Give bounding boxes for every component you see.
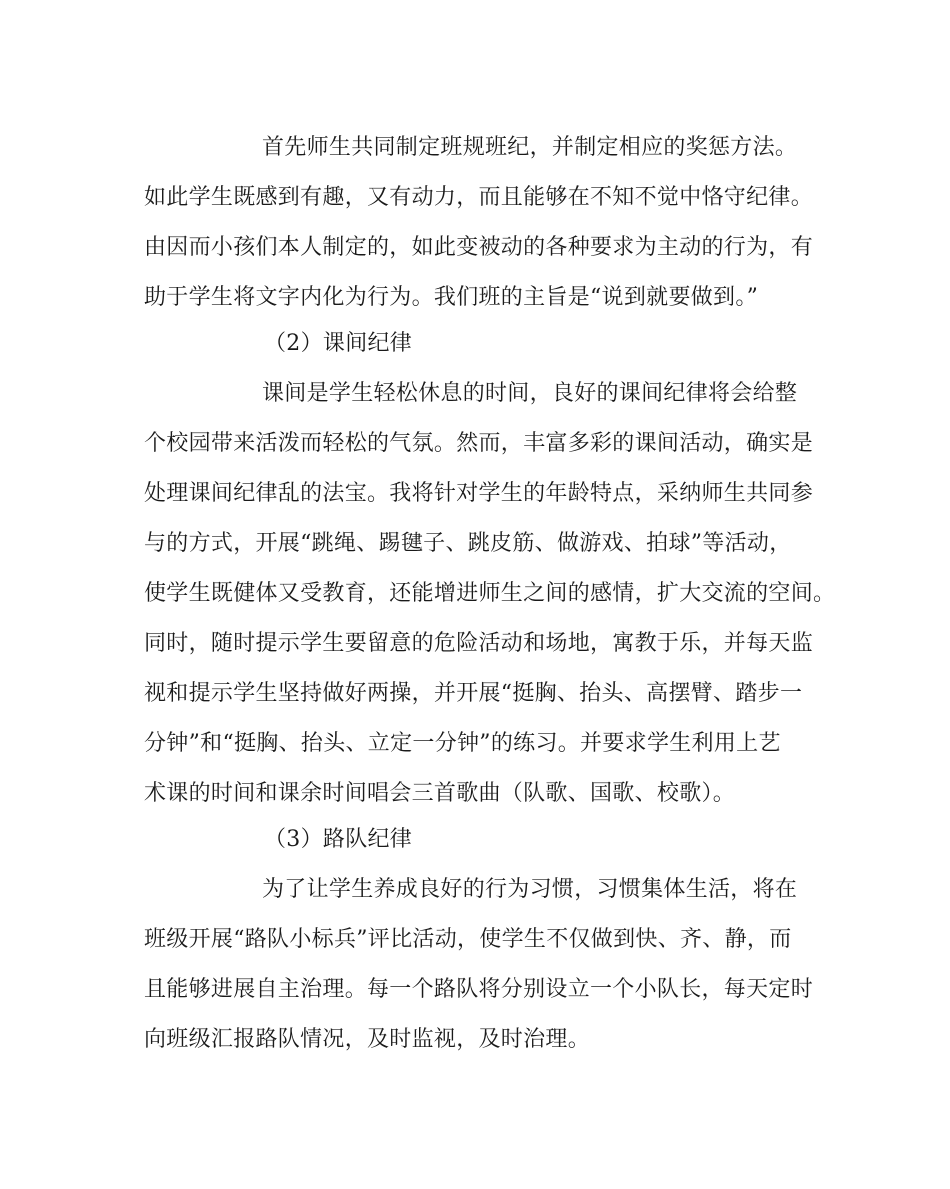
paragraph-line: 同时，随时提示学生要留意的危险活动和场地，寓教于乐，并每天监 [144,631,814,656]
paragraph-line: 与的方式，开展“跳绳、踢毽子、跳皮筋、做游戏、拍球”等活动， [144,531,792,556]
paragraph-line: 个校园带来活泼而轻松的气氛。然而，丰富多彩的课间活动，确实是 [144,431,814,456]
paragraph-line: 班级开展“路队小标兵”评比活动，使学生不仅做到快、齐、静，而 [144,927,792,952]
section-heading-2: （2）课间纪律 [264,331,413,356]
section-heading-3: （3）路队纪律 [264,827,413,852]
paragraph-line: 使学生既健体又受教育，还能增进师生之间的感情，扩大交流的空间。 [144,581,836,606]
paragraph-line: 术课的时间和课余时间唱会三首歌曲（队歌、国歌、校歌）。 [144,781,736,806]
paragraph-line: 且能够进展自主治理。每一个路队将分别设立一个小队长，每天定时 [144,977,814,1002]
paragraph-line: 分钟”和“挺胸、抬头、立定一分钟”的练习。并要求学生利用上艺 [144,731,781,756]
paragraph-line: 如此学生既感到有趣，又有动力，而且能够在不知不觉中恪守纪律。 [144,185,814,210]
paragraph-line: 由因而小孩们本人制定的，如此变被动的各种要求为主动的行为，有 [144,235,814,260]
paragraph-line: 处理课间纪律乱的法宝。我将针对学生的年龄特点，采纳师生共同参 [144,481,814,506]
paragraph-line: 课间是学生轻松休息的时间，良好的课间纪律将会给整 [262,381,798,406]
paragraph-line: 助于学生将文字内化为行为。我们班的主旨是“说到就要做到。” [144,285,759,310]
paragraph-line: 向班级汇报路队情况，及时监视，及时治理。 [144,1027,591,1052]
paragraph-line: 为了让学生养成良好的行为习惯，习惯集体生活，将在 [262,877,798,902]
paragraph-line: 首先师生共同制定班规班纪，并制定相应的奖惩方法。 [262,135,798,160]
paragraph-line: 视和提示学生坚持做好两操，并开展“挺胸、抬头、高摆臂、踏步一 [144,681,803,706]
